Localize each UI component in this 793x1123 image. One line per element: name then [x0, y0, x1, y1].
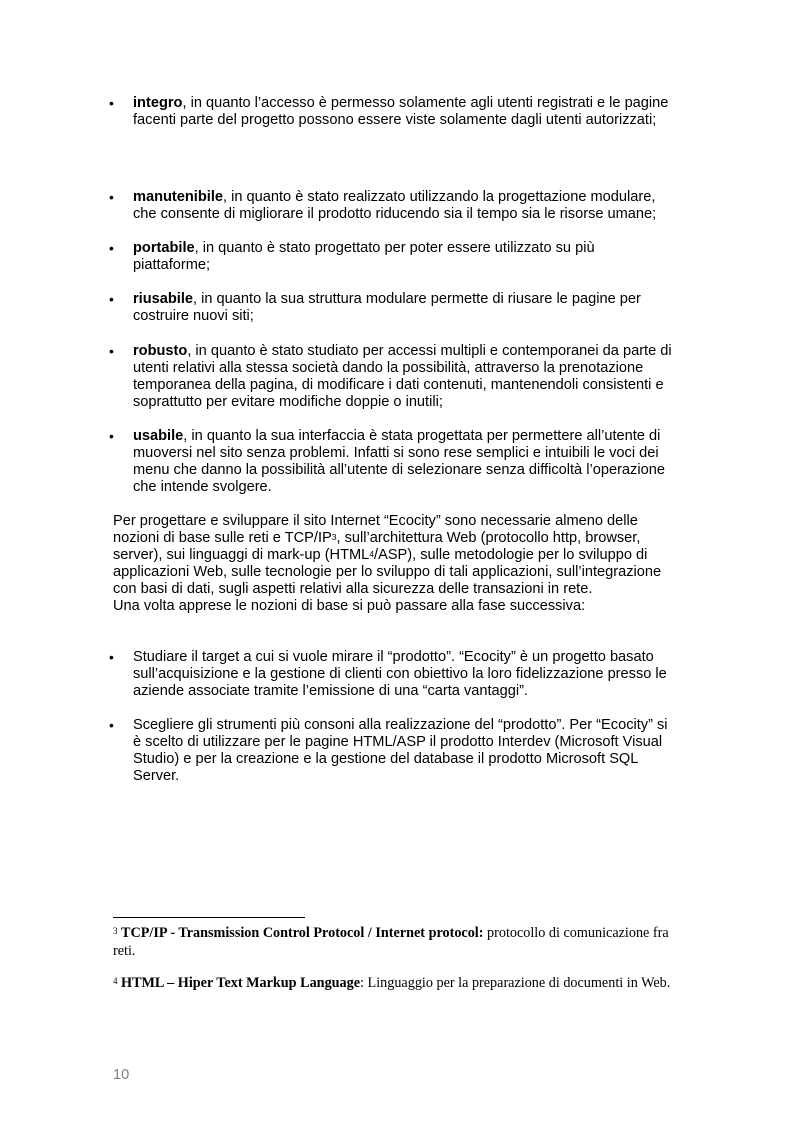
list-item	[109, 189, 673, 223]
body-paragraph: Per progettare e sviluppare il sito Internet “Ecocity” sono necessarie almeno delle nozioni di base sulle reti e TCP/$IP^3$, sull’architettura Web (protocollo http, browser, server), sui linguaggi di mark-up (HTML$^4$/ASP), sulle metodologie per lo sviluppo di applicazioni Web, sulle tecnologie per lo sviluppo di tali applicazioni, sull’integrazione con basi di dati, sugli aspetti relativi alla sicurezza delle transazioni in rete. Una volta apprese le nozioni di base si può passare alla fase successiva:	[113, 513, 662, 614]
bullet-term: usabile	[133, 428, 184, 444]
bullet-term: riusabile	[133, 291, 194, 307]
bullet-icon: •	[109, 428, 114, 444]
list-item	[109, 649, 673, 700]
footnote-number: 4	[113, 976, 118, 986]
bullet-term: portabile	[133, 240, 195, 256]
body-line: Una volta apprese le nozioni di base si può passare alla fase successiva:	[113, 598, 586, 614]
footnote-separator	[113, 917, 305, 918]
footnote-ref: 4	[369, 549, 375, 559]
bullet-icon: •	[109, 649, 114, 665]
bullet-term: integro	[133, 95, 183, 111]
footnote-term: HTML – Hiper Text Markup Language	[121, 975, 361, 991]
bullet-text: Studiare il target a cui si vuole mirare il “prodotto”. “Ecocity” è un progetto basato sull’acquisizione e la gestione di clienti con obiettivo la loro fidelizzazione presso le aziende associate tramite l’emissione di una “carta vantaggi”.	[133, 649, 667, 699]
footnote	[113, 924, 673, 960]
footnote-term: TCP/IP - Transmission Control Protocol / Internet protocol:	[121, 925, 484, 941]
footnote	[113, 974, 673, 992]
bullet-icon: •	[109, 189, 114, 205]
list-item	[109, 95, 673, 129]
bullet-text: , in quanto la sua struttura modulare permette di riusare le pagine per costruire nuovi siti;	[133, 291, 641, 324]
footnote-ref: 3	[331, 532, 337, 542]
bullet-text: , in quanto la sua interfaccia è stata progettata per permettere all’utente di muoversi nel sito senza problemi. Infatti si sono rese semplici e intuibili le voci dei menu che danno la possibilità all’utente di selezionare senza difficoltà l’operazione che intende svolgere.	[133, 428, 665, 495]
bullet-icon: •	[109, 95, 114, 111]
bullet-icon: •	[109, 343, 114, 359]
list-item	[109, 291, 673, 325]
list-item	[109, 717, 673, 785]
bullet-icon: •	[109, 291, 114, 307]
bullet-text: , in quanto l’accesso è permesso solamente agli utenti registrati e le pagine facenti parte del progetto possono essere viste solamente dagli utenti autorizzati;	[133, 95, 669, 128]
bullet-text: Scegliere gli strumenti più consoni alla realizzazione del “prodotto”. Per “Ecocity” si è scelto di utilizzare per le pagine HTML/ASP il prodotto Interdev (Microsoft Visual Studio) e per la creazione e la gestione del database il prodotto Microsoft SQL Server.	[133, 717, 668, 784]
page-number: 10	[113, 1067, 130, 1083]
footnote-text: : Linguaggio per la preparazione di documenti in Web.	[360, 975, 671, 991]
bullet-text: , in quanto è stato realizzato utilizzando la progettazione modulare, che consente di migliorare il prodotto riducendo sia il tempo sia le risorse umane;	[133, 189, 657, 222]
bullet-text: , in quanto è stato studiato per accessi multipli e contemporanei da parte di utenti relativi alla stessa società dando la possibilità, attraverso la prenotazione temporanea della pagina, di modificare i dati contenuti, mantenendoli consistenti e soprattutto per evitare modifiche doppie o inutili;	[133, 343, 672, 410]
list-item	[109, 428, 673, 496]
list-item	[109, 343, 673, 411]
list-item	[109, 240, 673, 274]
footnote-text: protocollo di comunicazione fra reti.	[113, 925, 669, 959]
bullet-term: robusto	[133, 343, 188, 359]
bullet-icon: •	[109, 240, 114, 256]
bullet-term: manutenibile	[133, 189, 224, 205]
bullet-icon: •	[109, 717, 114, 733]
bullet-text: , in quanto è stato progettato per poter essere utilizzato su più piattaforme;	[133, 240, 595, 273]
footnote-number: 3	[113, 926, 118, 936]
